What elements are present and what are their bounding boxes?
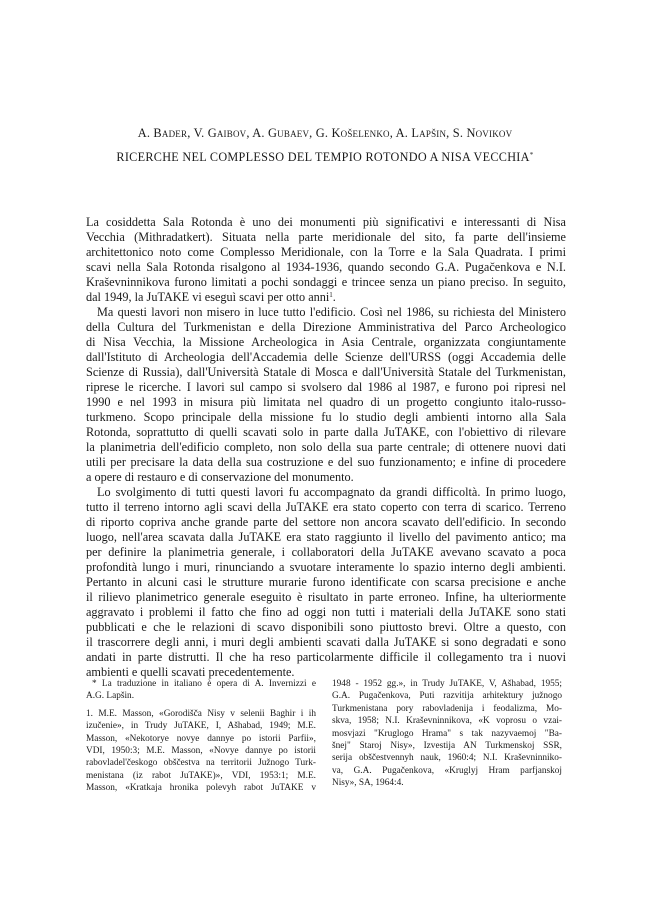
body-line: turkmeno. Scopo principale della missione fu lo studio degli ambienti intorno alla Sala [86, 410, 566, 424]
title-text: RICERCHE NEL COMPLESSO DEL TEMPIO ROTONDO A NISA VECCHIA [116, 150, 530, 164]
body-line: Pertanto in alcuni casi le strutture murarie furono identificate con scarsa precisione e anche [86, 575, 566, 589]
body-line: dal 1949, la JuTAKE vi eseguì scavi per otto anni$^1$. [86, 290, 336, 304]
body-line: 1990 e nel 1993 in misura più limitata nel quadro di un progetto congiunto italo-russo- [86, 395, 566, 409]
footnote-ref: 1 [329, 291, 333, 299]
article-title [60, 150, 590, 165]
footnote-line: Nisy», SA, 1964:4. [332, 778, 404, 789]
body-line: andati in parte distrutti. Il che ha reso particolarmente difficile il collegamento tra i nuovi [86, 650, 566, 664]
footnote-line: G.A. Pugačenkova, Puti razvitija arhitektury južnogo [332, 691, 562, 702]
body-line: Ma questi lavori non misero in luce tutto l'edificio. Così nel 1986, su richiesta del Ministero [97, 305, 566, 319]
footnote-line: menistana (iz rabot JuTAKE)», VDI, 1953:1; M.E. [86, 770, 316, 781]
footnote-line: Masson, «Kratkaja hronika polevyh rabot JuTAKE v [86, 783, 316, 794]
footnote-line: skva, 1958; N.I. Kraševninnikova, «K voprosu o vzai- [332, 716, 562, 727]
body-line: architettonico noto come Complesso Meridionale, con la Torre e la Sala Quadrata. I primi [86, 245, 566, 259]
footnote-line: rabovladel'českogo obščestva na territorii Južnogo Turk- [86, 758, 316, 769]
body-line: di riporto copriva anche grande parte del settore non ancora scavato dell'edificio. In secondo [86, 515, 566, 529]
footnote-line: * La traduzione in italiano è opera di A. Invernizzi e [92, 679, 316, 689]
body-line: Vecchia (Mithradatkert). Situata nella parte meridionale del sito, fa parte dell'insieme [86, 230, 566, 244]
body-line: il rilievo planimetrico generale eseguito è risultato in parte erroneo. Infine, ha ulteriormente [86, 590, 566, 604]
footnote-line: Turkmenistana pory rabovladenija i feodalizma, Mo- [332, 703, 562, 714]
footnote-line: 1. M.E. Masson, «Gorodišča Nisy v selenii Baghir i ih [86, 708, 316, 719]
body-line: Kraševninnikova furono limitati a pochi sondaggi e trincee senza un piano preciso. In seguito, [86, 275, 566, 289]
article-body [86, 215, 566, 680]
footnotes-left-column [86, 678, 316, 795]
footnote-line: A.G. Lapšin. [86, 691, 135, 702]
body-line: la planimetria dell'edificio completo, non solo della sua parte centrale; di ottenere nuovi dati [86, 440, 566, 454]
body-line: il trascorrere degli anni, i muri degli ambienti scavati dalla JuTAKE si sono degradati e sono [86, 635, 566, 649]
body-line: dall'Istituto di Archeologia dell'Accademia delle Scienze dell'URSS (oggi Accademia delle [86, 350, 566, 364]
body-line: Rotonda, soprattutto di quelli scavati solo in parte dalla JuTAKE, con l'obiettivo di rilevare [86, 425, 566, 439]
footnote-line: serija obščestvennyh nauk, 1960:4; N.I. Kraševninniko- [332, 753, 562, 764]
footnote-line: Masson, «Nekotorye novye dannye po istorii Parfii», [86, 733, 316, 744]
body-line: La cosiddetta Sala Rotonda è uno dei monumenti più significativi e interessanti di Nisa [86, 215, 566, 229]
body-line: della Cultura del Turkmenistan e della Direzione Amministrativa del Parco Archeologico [86, 320, 566, 334]
body-line: Lo svolgimento di tutti questi lavori fu accompagnato da grandi difficoltà. In primo luogo, [97, 485, 566, 499]
body-line: ambienti e quelli scavati precedentemente. [86, 665, 295, 679]
footnotes-right-column [332, 678, 562, 790]
body-line: pubblicati e che le relazioni di scavo disponibili sono piuttosto brevi. Oltre a questo, con [86, 620, 566, 634]
body-line: scavi nella Sala Rotonda risalgono al 1934-1936, quando secondo G.A. Pugačenkova e N.I. [86, 260, 566, 274]
footnote-line: VDI, 1950:3; M.E. Masson, «Novye dannye po istorii [86, 745, 316, 756]
body-line-text: dal 1949, la JuTAKE vi eseguì scavi per otto anni [86, 290, 330, 304]
footnote-line: mosvjazi "Kruglogo Hrama" s tak nazyvaemoj "Ba- [332, 728, 562, 739]
title-footnote-mark: * [529, 151, 534, 159]
body-line: Scienze di Russia), dall'Università Statale di Mosca e dall'Università Statale del Turkmenistan, [86, 365, 566, 379]
body-line: per definire la planimetria generale, i collaboratori della JuTAKE avevano scavato a poca [86, 545, 566, 559]
body-line: luogo, nell'area scavata dalla JuTAKE era stato raggiunto il livello del pavimento antico; ma [86, 530, 566, 544]
footnote-line: izučenie», in Trudy JuTAKE, I, Ašhabad, 1949; M.E. [86, 721, 316, 732]
footnote-line: 1948 - 1952 gg.», in Trudy JuTAKE, V, Ašhabad, 1955; [332, 679, 562, 689]
footnote-line: šnej" Staroj Nisy», Izvestija AN Turkmenskoj SSR, [332, 740, 562, 751]
body-line: utili per precisare la data della sua costruzione e del suo funzionamento; e infine di procedere [86, 455, 566, 469]
body-line: riprese le ricerche. I lavori sul campo si svolsero dal 1986 al 1987, e furono poi ripresi nel [86, 380, 566, 394]
body-line: di Nisa Vecchia, la Missione Archeologica in Asia Centrale, organizzata congiuntamente [86, 335, 566, 349]
article-authors: A. Bader, V. Gaibov, A. Gubaev, G. Košelenko, A. Lapšin, S. Novikov [137, 126, 513, 140]
body-line: aggravato i problemi il fatto che fino ad oggi non tutti i materiali della JuTAKE sono stati [86, 605, 566, 619]
footnote-line: va, G.A. Pugačenkova, «Kruglyj Hram parfjanskoj [332, 765, 562, 776]
body-line: tutto il terreno intorno agli scavi della JuTAKE era stato coperto con terra di scarico. Terreno [86, 500, 566, 514]
body-line: profondità lungo i muri, rinunciando a svuotare interamente lo spazio interno degli ambienti. [86, 560, 566, 574]
body-line: a opere di restauro e di conservazione del monumento. [86, 470, 354, 484]
